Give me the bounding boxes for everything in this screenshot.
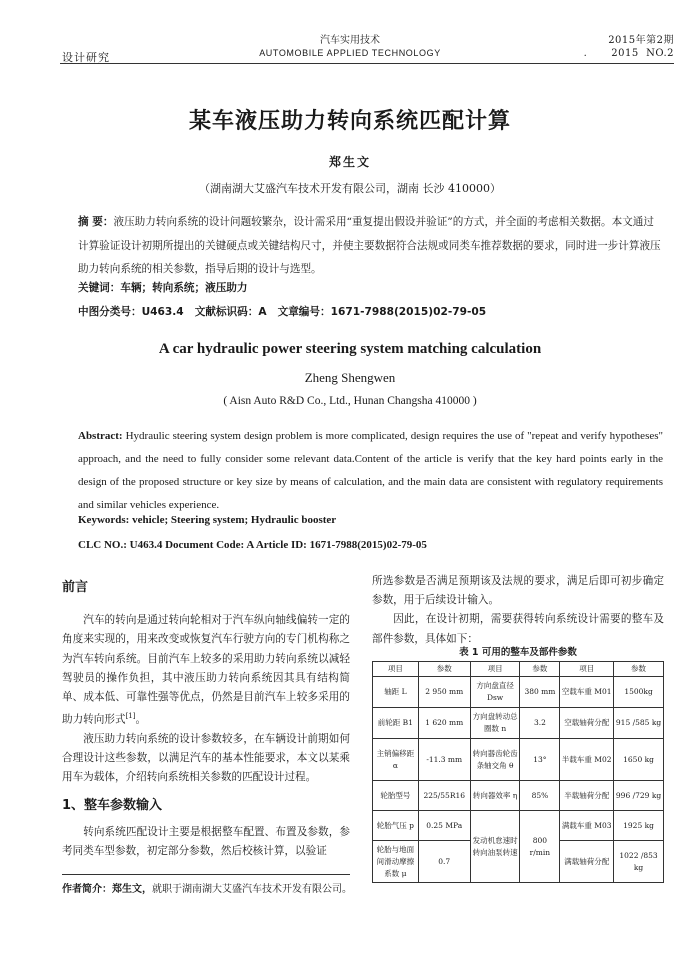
table-cell: 2 950 mm — [418, 677, 470, 708]
table-cell: 半载车重 M02 — [560, 739, 614, 781]
clc-label: 中图分类号： — [78, 306, 142, 318]
issue-info — [584, 34, 674, 60]
table-cell: 800 r/min — [520, 811, 560, 883]
keywords-en-text: vehicle; Steering system; Hydraulic booster — [129, 514, 337, 526]
table-cell: 380 mm — [520, 677, 560, 708]
table-cell: 3.2 — [520, 708, 560, 739]
table-cell: -11.3 mm — [418, 739, 470, 781]
right-column — [372, 572, 664, 649]
doc-code-label: 文献标识码： — [194, 306, 259, 318]
table-cell: 空载轴荷分配 — [560, 708, 614, 739]
abstract-zh — [78, 211, 663, 282]
abstract-zh-label: 摘 要： — [78, 216, 114, 228]
table-cell: 0.25 MPa — [418, 811, 470, 841]
table-header-cell: 参数 — [520, 662, 560, 677]
title-zh: 某车液压助力转向系统匹配计算 — [188, 109, 511, 134]
keywords-en-label: Keywords: — [78, 514, 130, 526]
body-paragraph: 因此，在设计初期，需要获得转向系统设计需要的整车及部件参数，具体如下： — [372, 613, 664, 645]
author-en: Zheng Shengwen — [304, 370, 396, 385]
body-paragraph: 所选参数是否满足预期该及法规的要求，满足后即可初步确定参数，用于后续设计输入。 — [372, 575, 664, 607]
table-header-cell: 参数 — [614, 662, 664, 677]
table-cell: 轮胎与地面间滑动摩擦系数 μ — [373, 841, 419, 883]
table-header-cell: 项目 — [470, 662, 520, 677]
table-cell: 空载车重 M01 — [560, 677, 614, 708]
table-header-cell: 项目 — [373, 662, 419, 677]
keywords-zh-label: 关键词： — [78, 282, 121, 294]
table-row — [373, 811, 664, 841]
author-footnote — [62, 880, 352, 895]
table-cell: 轮胎气压 p — [373, 811, 419, 841]
journal-name-en: AUTOMOBILE APPLIED TECHNOLOGY — [259, 48, 441, 58]
table-cell: 915 /585 kg — [614, 708, 664, 739]
header-rule — [60, 63, 674, 64]
title-en: A car hydraulic power steering system matching calculation — [158, 341, 542, 357]
doc-code-value: A — [258, 306, 267, 318]
table-row — [373, 708, 664, 739]
keywords-en — [78, 514, 336, 526]
table-cell: 996 /729 kg — [614, 781, 664, 811]
body-paragraph — [62, 611, 350, 730]
citation-ref: [1] — [125, 712, 136, 721]
abstract-zh-text: 液压助力转向系统的设计问题较繁杂，设计需采用“重复提出假设并验证”的方式，并全面的考虑相关数据。本文通过计算验证设计初期所提出的关键硬点或关键结构尺寸，并使主要数据符合法规或同类车推荐数据的要求，同时进一步计算液压助力转向系统的相关参数，指导后期的设计与选型。 — [78, 216, 661, 275]
table-cell: 轴距 L — [373, 677, 419, 708]
table-row — [373, 739, 664, 781]
article-no-label: 文章编号： — [277, 306, 331, 318]
footnote-text: 就职于湖南湖大艾盛汽车技术开发有限公司。 — [152, 884, 352, 895]
table-cell: 13° — [520, 739, 560, 781]
table-cell: 转向器效率 η — [470, 781, 520, 811]
issue-year: 2015 — [611, 48, 639, 59]
section-heading-vehicle-params: 1、整车参数输入 — [62, 797, 163, 813]
table-cell: 225/55R16 — [418, 781, 470, 811]
table-cell: 1 620 mm — [418, 708, 470, 739]
table-cell: 1925 kg — [614, 811, 664, 841]
issue-zh: 2015年第2期 — [608, 35, 674, 46]
body-paragraph: 转向系统匹配设计主要是根据整车配置、布置及参数，参考同类车型参数，初定部分参数，然后校核计算，以验证 — [62, 825, 350, 857]
table-cell: 满载轴荷分配 — [560, 841, 614, 883]
issue-en — [584, 47, 674, 60]
table-row — [373, 677, 664, 708]
abstract-en-text: Hydraulic steering system design problem is more complicated, design requires the use of "repeat and verify hypotheses" approach, and the need to fully consider some relevant data.Content of the article is verify that the key hard points early in the design of the proposed structure or key size by means of calculation, and the main data are consistent with regulatory requirements and similar vehicles experience. — [78, 430, 663, 511]
footnote-label: 作者简介：郑生文， — [62, 884, 152, 895]
keywords-zh-text: 车辆；转向系统；液压助力 — [120, 282, 248, 294]
table-cell: 0.7 — [418, 841, 470, 883]
paragraph-text: 汽车的转向是通过转向轮相对于汽车纵向轴线偏转一定的角度来实现的，用来改变或恢复汽车行驶方向的专门机构称之为汽车转向系统。目前汽车上较多的采用助力转向系统以减轻驾驶员的操作负担，其中液压助力转向系统因其具有结构简单、成本低、可靠性强等优点，仍然是目前汽车上较多采用的助力转向形式 — [62, 614, 350, 726]
table-cell: 1650 kg — [614, 739, 664, 781]
affiliation-en: ( Aisn Auto R&D Co., Ltd., Hunan Changsha 410000 ) — [223, 395, 477, 407]
author-zh: 郑生文 — [328, 155, 371, 169]
table-header-cell: 项目 — [560, 662, 614, 677]
table-caption: 表 1 可用的整车及部件参数 — [459, 647, 577, 658]
journal-name — [230, 34, 470, 60]
table-cell: 满载车重 M03 — [560, 811, 614, 841]
table-row — [373, 781, 664, 811]
clc-value: U463.4 — [141, 306, 184, 318]
table-cell: 方向盘直径 Dsw — [470, 677, 520, 708]
table-cell: 前轮距 B1 — [373, 708, 419, 739]
issue-dot: . — [583, 48, 588, 59]
table-cell: 发动机怠速时转向油泵转速 — [470, 811, 520, 883]
table-header-cell: 参数 — [418, 662, 470, 677]
table-cell: 方向盘转动总圈数 n — [470, 708, 520, 739]
table-cell: 85% — [520, 781, 560, 811]
clc-en: CLC NO.: U463.4 Document Code: A Article ID: 1671-7988(2015)02-79-05 — [78, 539, 427, 551]
body-paragraph: 液压助力转向系统的设计参数较多，在车辆设计前期如何合理设计这些参数，以满足汽车的基本性能要求，本文以某乘用车为载体，介绍转向系统相关参数的匹配设计过程。 — [62, 732, 350, 784]
table-header-row — [373, 662, 664, 677]
table-cell: 半载轴荷分配 — [560, 781, 614, 811]
abstract-en-label: Abstract: — [78, 430, 123, 442]
keywords-zh — [78, 280, 248, 295]
journal-name-zh: 汽车实用技术 — [320, 35, 380, 46]
table-cell: 1500kg — [614, 677, 664, 708]
section-label: 设计研究 — [62, 51, 110, 64]
table-cell: 1022 /853 kg — [614, 841, 664, 883]
left-column — [62, 578, 350, 861]
footnote-rule — [62, 874, 350, 875]
affiliation-zh: （湖南湖大艾盛汽车技术开发有限公司，湖南 长沙 410000） — [199, 182, 501, 195]
article-no-value: 1671-7988(2015)02-79-05 — [330, 306, 487, 318]
clc-zh — [78, 304, 486, 319]
issue-number: NO.2 — [646, 48, 674, 59]
table-cell: 主销偏移距 α — [373, 739, 419, 781]
table-cell: 轮胎型号 — [373, 781, 419, 811]
paragraph-end: 。 — [135, 713, 147, 726]
section-heading-preface: 前言 — [62, 580, 89, 595]
abstract-en — [78, 425, 663, 517]
vehicle-parameter-table — [372, 661, 664, 883]
table-cell: 转向器齿轮齿条轴交角 θ — [470, 739, 520, 781]
